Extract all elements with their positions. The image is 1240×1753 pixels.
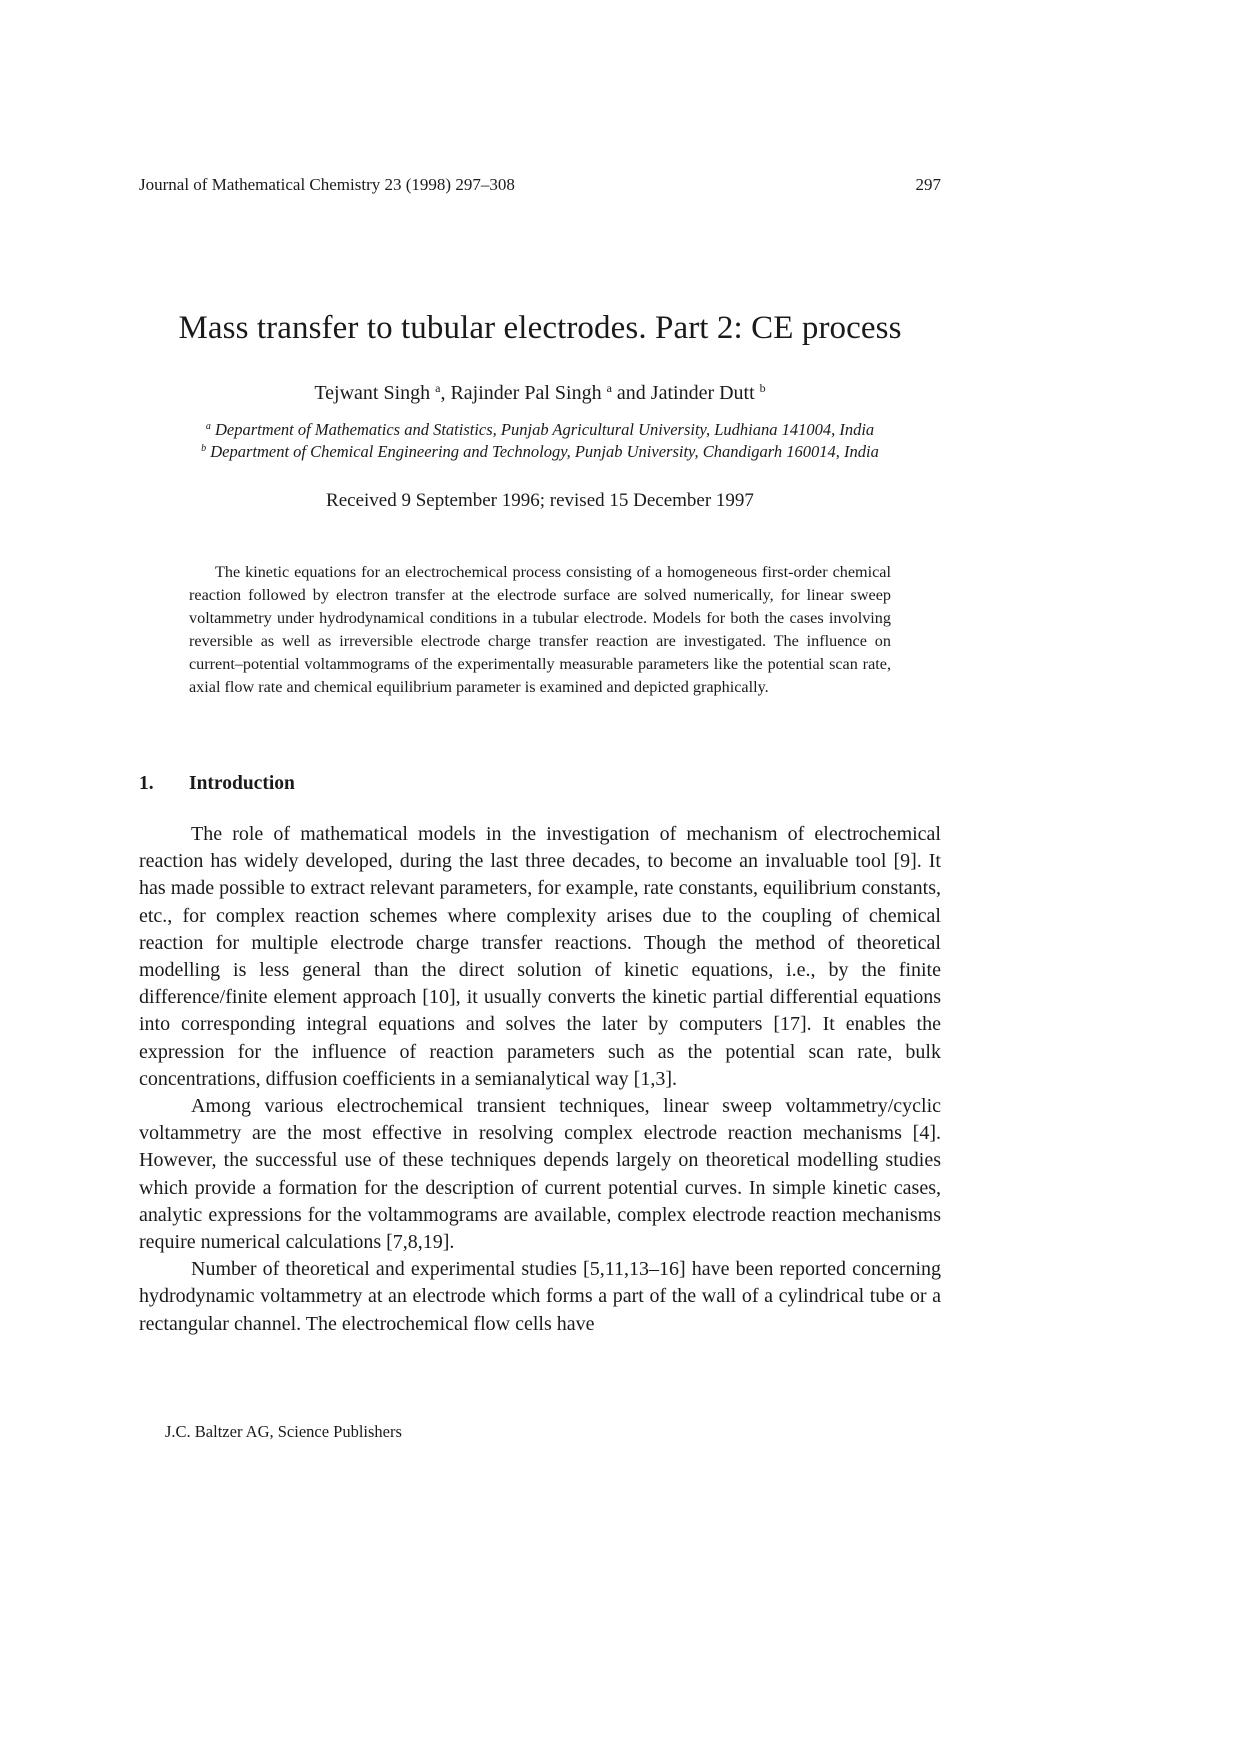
affiliation-mark: a (435, 381, 441, 395)
affiliations (139, 419, 941, 463)
received-dates: Received 9 September 1996; revised 15 December 1997 (326, 490, 754, 511)
paper-title: Mass transfer to tubular electrodes. Part 2: CE process (178, 310, 902, 346)
journal-citation: Journal of Mathematical Chemistry 23 (1998) 297–308 (139, 175, 515, 194)
affiliation-mark: a (205, 421, 211, 432)
publisher-footer: J.C. Baltzer AG, Science Publishers (165, 1422, 402, 1441)
paragraph: The role of mathematical models in the investigation of mechanism of electrochemical reaction has widely developed, during the last three decades, to become an invaluable tool [9]. It has made possible to extract relevant parameters, for example, rate constants, equilibrium constants, etc., for complex reaction schemes where complexity arises due to the coupling of chemical reaction for multiple electrode charge transfer reactions. Though the method of theoretical modelling is less general than the direct solution of kinetic equations, i.e., by the finite difference/finite element approach [10], it usually converts the kinetic partial differential equations into corresponding integral equations and solves the later by computers [17]. It enables the expression for the influence of reaction parameters such as the potential scan rate, bulk concentrations, diffusion coefficients in a semianalytical way [1,3]. (139, 823, 941, 1090)
affiliation-text: Department of Chemical Engineering and Technology, Punjab University, Chandigarh 160014, India (210, 442, 879, 461)
body-text (139, 821, 941, 1338)
affiliation-b (139, 441, 941, 463)
author-name: Rajinder Pal Singh (450, 382, 602, 404)
abstract-text: The kinetic equations for an electrochemical process consisting of a homogeneous first-order chemical reaction followed by electron transfer at the electrode surface are solved numerically, for linear sweep voltammetry under hydrodynamical conditions in a tubular electrode. Models for both the cases involving reversible as well as irreversible electrode charge transfer reaction are investigated. The influence on current–potential voltammograms of the experimentally measurable parameters like the potential scan rate, axial flow rate and chemical equilibrium parameter is examined and depicted graphically. (189, 563, 891, 696)
author-name: Jatinder Dutt (650, 382, 755, 404)
author-name: Tejwant Singh (314, 382, 431, 404)
affiliation-mark: a (606, 381, 612, 395)
paragraph: Number of theoretical and experimental studies [5,11,13–16] have been reported concerning hydrodynamic voltammetry at an electrode which forms a part of the wall of a cylindrical tube or a rectangular channel. The electrochemical flow cells have (139, 1258, 941, 1335)
affiliation-mark: b (759, 381, 766, 395)
page-number: 297 (915, 175, 941, 194)
author-separator: , (440, 382, 451, 404)
author-separator: and (611, 382, 651, 404)
section-title: Introduction (189, 773, 295, 794)
section-heading (139, 773, 295, 795)
running-head (139, 175, 941, 197)
affiliation-text: Department of Mathematics and Statistics, Punjab Agricultural University, Ludhiana 141004, India (214, 420, 875, 439)
abstract (189, 561, 891, 699)
section-number: 1. (139, 773, 154, 794)
paper-page (139, 0, 941, 1753)
affiliation-mark: b (201, 443, 207, 454)
paragraph: Among various electrochemical transient techniques, linear sweep voltammetry/cyclic voltammetry are the most effective in resolving complex electrode reaction mechanisms [4]. However, the successful use of these techniques depends largely on theoretical modelling studies which provide a formation for the description of current potential curves. In simple kinetic cases, analytic expressions for the voltammograms are available, complex electrode reaction mechanisms require numerical calculations [7,8,19]. (139, 1095, 941, 1254)
affiliation-a (139, 419, 941, 441)
author-list (139, 382, 941, 405)
